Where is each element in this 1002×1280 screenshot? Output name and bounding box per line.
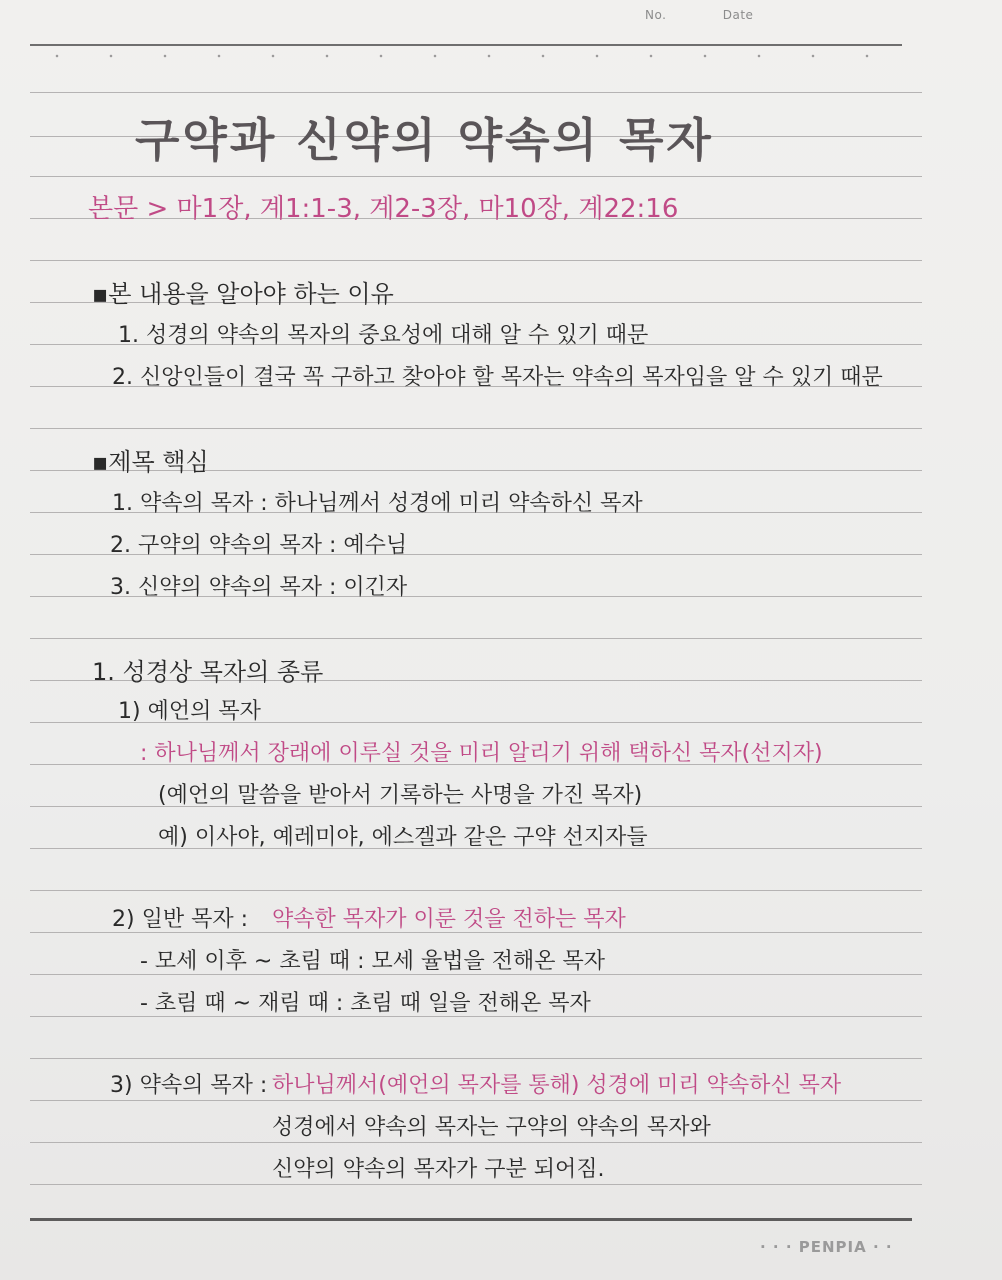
promise-definition: 하나님께서(예언의 목자를 통해) 성경에 미리 약속하신 목자	[272, 1073, 842, 1098]
ruled-line	[30, 1184, 922, 1185]
ruled-line	[30, 260, 922, 261]
page-title: 구약과 신약의 약속의 목자	[135, 113, 714, 167]
core-item: 1. 약속의 목자 : 하나님께서 성경에 미리 약속하신 목자	[112, 491, 643, 516]
core-item: 2. 구약의 약속의 목자 : 예수님	[110, 533, 408, 558]
reason-item: 1. 성경의 약속의 목자의 중요성에 대해 알 수 있기 때문	[118, 323, 649, 348]
prophecy-example: 예) 이사야, 예레미야, 에스겔과 같은 구약 선지자들	[158, 825, 648, 850]
ruled-line	[30, 638, 922, 639]
no-label: No.	[645, 8, 667, 22]
dot-guide	[30, 54, 912, 58]
ruled-line	[30, 176, 922, 177]
ruled-line	[30, 1142, 922, 1143]
prophecy-definition: : 하나님께서 장래에 이루실 것을 미리 알리기 위해 택하신 목자(선지자)	[140, 741, 823, 766]
general-item: - 모세 이후 ~ 초림 때 : 모세 율법을 전해온 목자	[140, 949, 606, 974]
promise-line: 성경에서 약속의 목자는 구약의 약속의 목자와	[272, 1115, 711, 1140]
promise-label: 3) 약속의 목자 :	[110, 1073, 268, 1098]
ruled-line	[30, 1058, 922, 1059]
promise-line: 신약의 약속의 목자가 구분 되어짐.	[272, 1157, 605, 1182]
core-heading: ▪제목 핵심	[92, 448, 209, 476]
general-item: - 초림 때 ~ 재림 때 : 초림 때 일을 전해온 목자	[140, 991, 591, 1016]
reason-item: 2. 신앙인들이 결국 꼭 구하고 찾아야 할 목자는 약속의 목자임을 알 수 있기 때문	[112, 365, 883, 390]
scripture-reference: 본문 > 마1장, 계1:1-3, 계2-3장, 마10장, 계22:16	[88, 194, 679, 224]
core-item: 3. 신약의 약속의 목자 : 이긴자	[110, 575, 408, 600]
brand-logo: · · · PENPIA · ·	[760, 1238, 893, 1256]
ruled-line	[30, 890, 922, 891]
top-rule	[30, 44, 902, 46]
header-meta	[645, 8, 753, 22]
general-definition: 약속한 목자가 이룬 것을 전하는 목자	[272, 907, 626, 932]
ruled-line	[30, 92, 922, 93]
date-label: Date	[722, 8, 754, 22]
ruled-line	[30, 1100, 922, 1101]
reason-heading: ▪본 내용을 알아야 하는 이유	[92, 280, 394, 308]
general-label: 2) 일반 목자 :	[112, 907, 248, 932]
section-heading: 1. 성경상 목자의 종류	[92, 658, 324, 686]
ruled-line	[30, 428, 922, 429]
bottom-rule	[30, 1218, 912, 1221]
prophecy-note: (예언의 말씀을 받아서 기록하는 사명을 가진 목자)	[158, 783, 643, 808]
prophecy-label: 1) 예언의 목자	[118, 699, 261, 724]
